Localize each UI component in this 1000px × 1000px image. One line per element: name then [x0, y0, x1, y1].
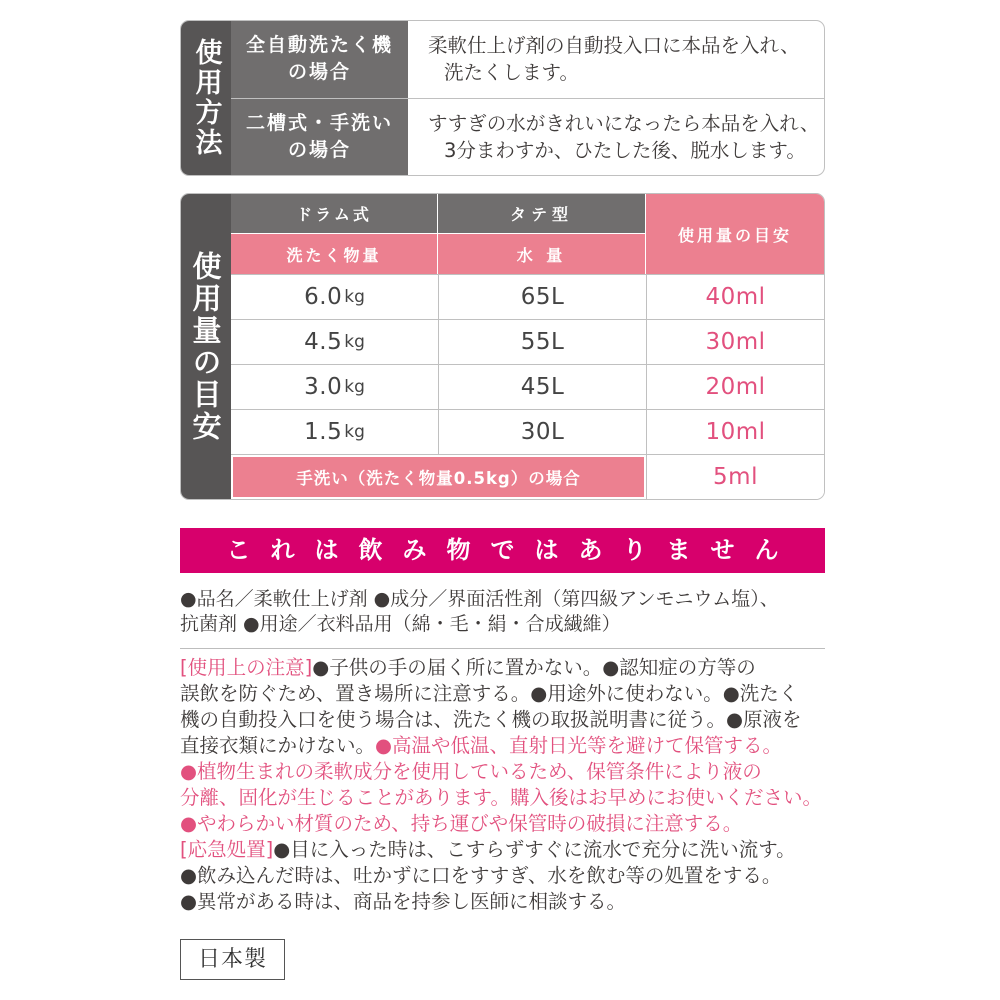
- laundry-weight-unit: kg: [344, 332, 365, 352]
- usage-case-line: の場合: [287, 138, 351, 161]
- precaution-line: [180, 707, 825, 733]
- hand-wash-amount-cell: [646, 454, 824, 499]
- dosage-amount-cell: [646, 319, 824, 364]
- usage-row-automatic-washer: [231, 21, 824, 98]
- water-volume-cell: [438, 319, 646, 364]
- usage-instruction-line: 洗たくします。: [444, 61, 579, 85]
- precaution-line: [180, 889, 825, 915]
- precaution-line: [180, 811, 825, 837]
- laundry-weight-cell: [231, 409, 438, 454]
- usage-case-automatic-washer: [231, 21, 408, 98]
- water-volume-cell: [438, 409, 646, 454]
- product-info-line: 抗菌剤 ●用途／衣料品用（綿・毛・絹・合成繊維）: [180, 613, 621, 635]
- precaution-line: [180, 681, 825, 707]
- warning-banner-text: これは飲み物ではありません: [226, 536, 799, 564]
- laundry-weight-unit: kg: [344, 377, 365, 397]
- section-divider: [180, 648, 825, 649]
- usage-case-line: 二槽式・手洗い: [245, 111, 393, 134]
- precaution-text-emphasis: 分離、固化が生じることがあります。購入後はお早めにお使いください。: [180, 786, 822, 809]
- dosage-guide-label: [181, 194, 231, 499]
- usage-instruction-line: 柔軟仕上げ剤の自動投入口に本品を入れ、: [428, 34, 800, 58]
- laundry-weight-cell: [231, 274, 438, 319]
- dosage-guide-label-text: 使用量の目安: [188, 250, 223, 443]
- precaution-text: 誤飲を防ぐため、置き場所に注意する。●用途外に使わない。●洗たく: [180, 682, 799, 705]
- usage-method-rows: [231, 21, 824, 175]
- usage-method-table: [180, 20, 825, 176]
- precaution-text: 直接衣類にかけない。: [180, 734, 376, 757]
- precaution-line: [180, 759, 825, 785]
- precaution-text-emphasis: ●高温や低温、直射日光等を避けて保管する。: [375, 734, 783, 757]
- made-in-japan-label: 日本製: [180, 939, 285, 980]
- water-volume-cell: [438, 364, 646, 409]
- usage-instruction-line: 3分まわすか、ひたした後、脱水します。: [444, 138, 806, 162]
- laundry-weight-unit: kg: [344, 287, 365, 307]
- dosage-amount-value: 30ml: [705, 329, 766, 355]
- usage-instruction-automatic-washer: [408, 21, 824, 98]
- hand-wash-amount-value: 5ml: [713, 464, 758, 490]
- product-info-line: ●品名／柔軟仕上げ剤 ●成分／界面活性剤（第四級アンモニウム塩）、: [180, 588, 779, 610]
- precautions: [180, 655, 825, 915]
- laundry-weight-cell: [231, 319, 438, 364]
- dosage-guide-table: [180, 193, 825, 500]
- laundry-weight-value: 1.5: [304, 419, 343, 445]
- usage-method-label: [181, 21, 231, 175]
- precaution-line: [180, 655, 825, 681]
- precaution-line: [180, 785, 825, 811]
- usage-case-line: の場合: [287, 61, 351, 84]
- water-volume-value: 55L: [520, 329, 565, 355]
- precaution-line: [180, 733, 825, 759]
- laundry-weight-value: 3.0: [304, 374, 343, 400]
- product-info: [180, 587, 825, 637]
- laundry-weight-value: 6.0: [304, 284, 343, 310]
- laundry-weight-cell: [231, 364, 438, 409]
- usage-precautions-heading: [使用上の注意]: [180, 656, 313, 679]
- usage-instruction-twin-tub-handwash: [408, 99, 824, 176]
- header-laundry-weight: 洗たく物量: [231, 234, 438, 274]
- precaution-text: ●異常がある時は、商品を持参し医師に相談する。: [180, 890, 627, 913]
- header-dosage-amount: 使用量の目安: [646, 194, 824, 274]
- water-volume-value: 65L: [520, 284, 565, 310]
- header-water-volume: 水 量: [438, 234, 646, 274]
- usage-method-label-text: 使用方法: [190, 38, 222, 158]
- water-volume-cell: [438, 274, 646, 319]
- precaution-text: ●子供の手の届く所に置かない。●認知症の方等の: [312, 656, 756, 679]
- dosage-amount-cell: [646, 364, 824, 409]
- precaution-text: 機の自動投入口を使う場合は、洗たく機の取扱説明書に従う。●原液を: [180, 708, 802, 731]
- dosage-grid: [231, 194, 824, 499]
- precaution-text-emphasis: ●植物生まれの柔軟成分を使用しているため、保管条件により液の: [180, 760, 762, 783]
- header-vertical-type: タテ型: [438, 194, 646, 234]
- dosage-amount-value: 40ml: [705, 284, 766, 310]
- hand-wash-label: 手洗い（洗たく物量0.5kg）の場合: [231, 454, 646, 499]
- precaution-text-emphasis: ●やわらかい材質のため、持ち運びや保管時の破損に注意する。: [180, 812, 743, 835]
- laundry-weight-unit: kg: [344, 422, 365, 442]
- dosage-amount-value: 20ml: [705, 374, 766, 400]
- dosage-amount-cell: [646, 274, 824, 319]
- water-volume-value: 30L: [520, 419, 565, 445]
- precaution-line: [180, 863, 825, 889]
- precaution-text: ●飲み込んだ時は、吐かずに口をすすぎ、水を飲む等の処置をする。: [180, 864, 782, 887]
- usage-row-twin-tub-handwash: [231, 98, 824, 176]
- usage-case-twin-tub-handwash: [231, 99, 408, 176]
- usage-instruction-line: すすぎの水がきれいになったら本品を入れ、: [428, 111, 820, 135]
- precaution-line: [180, 837, 825, 863]
- dosage-amount-value: 10ml: [705, 419, 766, 445]
- water-volume-value: 45L: [520, 374, 565, 400]
- header-drum-type: ドラム式: [231, 194, 438, 234]
- not-a-beverage-warning-banner: [180, 528, 825, 573]
- precaution-text: ●目に入った時は、こすらずすぐに流水で充分に洗い流す。: [273, 838, 796, 861]
- first-aid-heading: [応急処置]: [180, 838, 274, 861]
- dosage-amount-cell: [646, 409, 824, 454]
- usage-case-line: 全自動洗たく機: [245, 34, 393, 57]
- laundry-weight-value: 4.5: [304, 329, 343, 355]
